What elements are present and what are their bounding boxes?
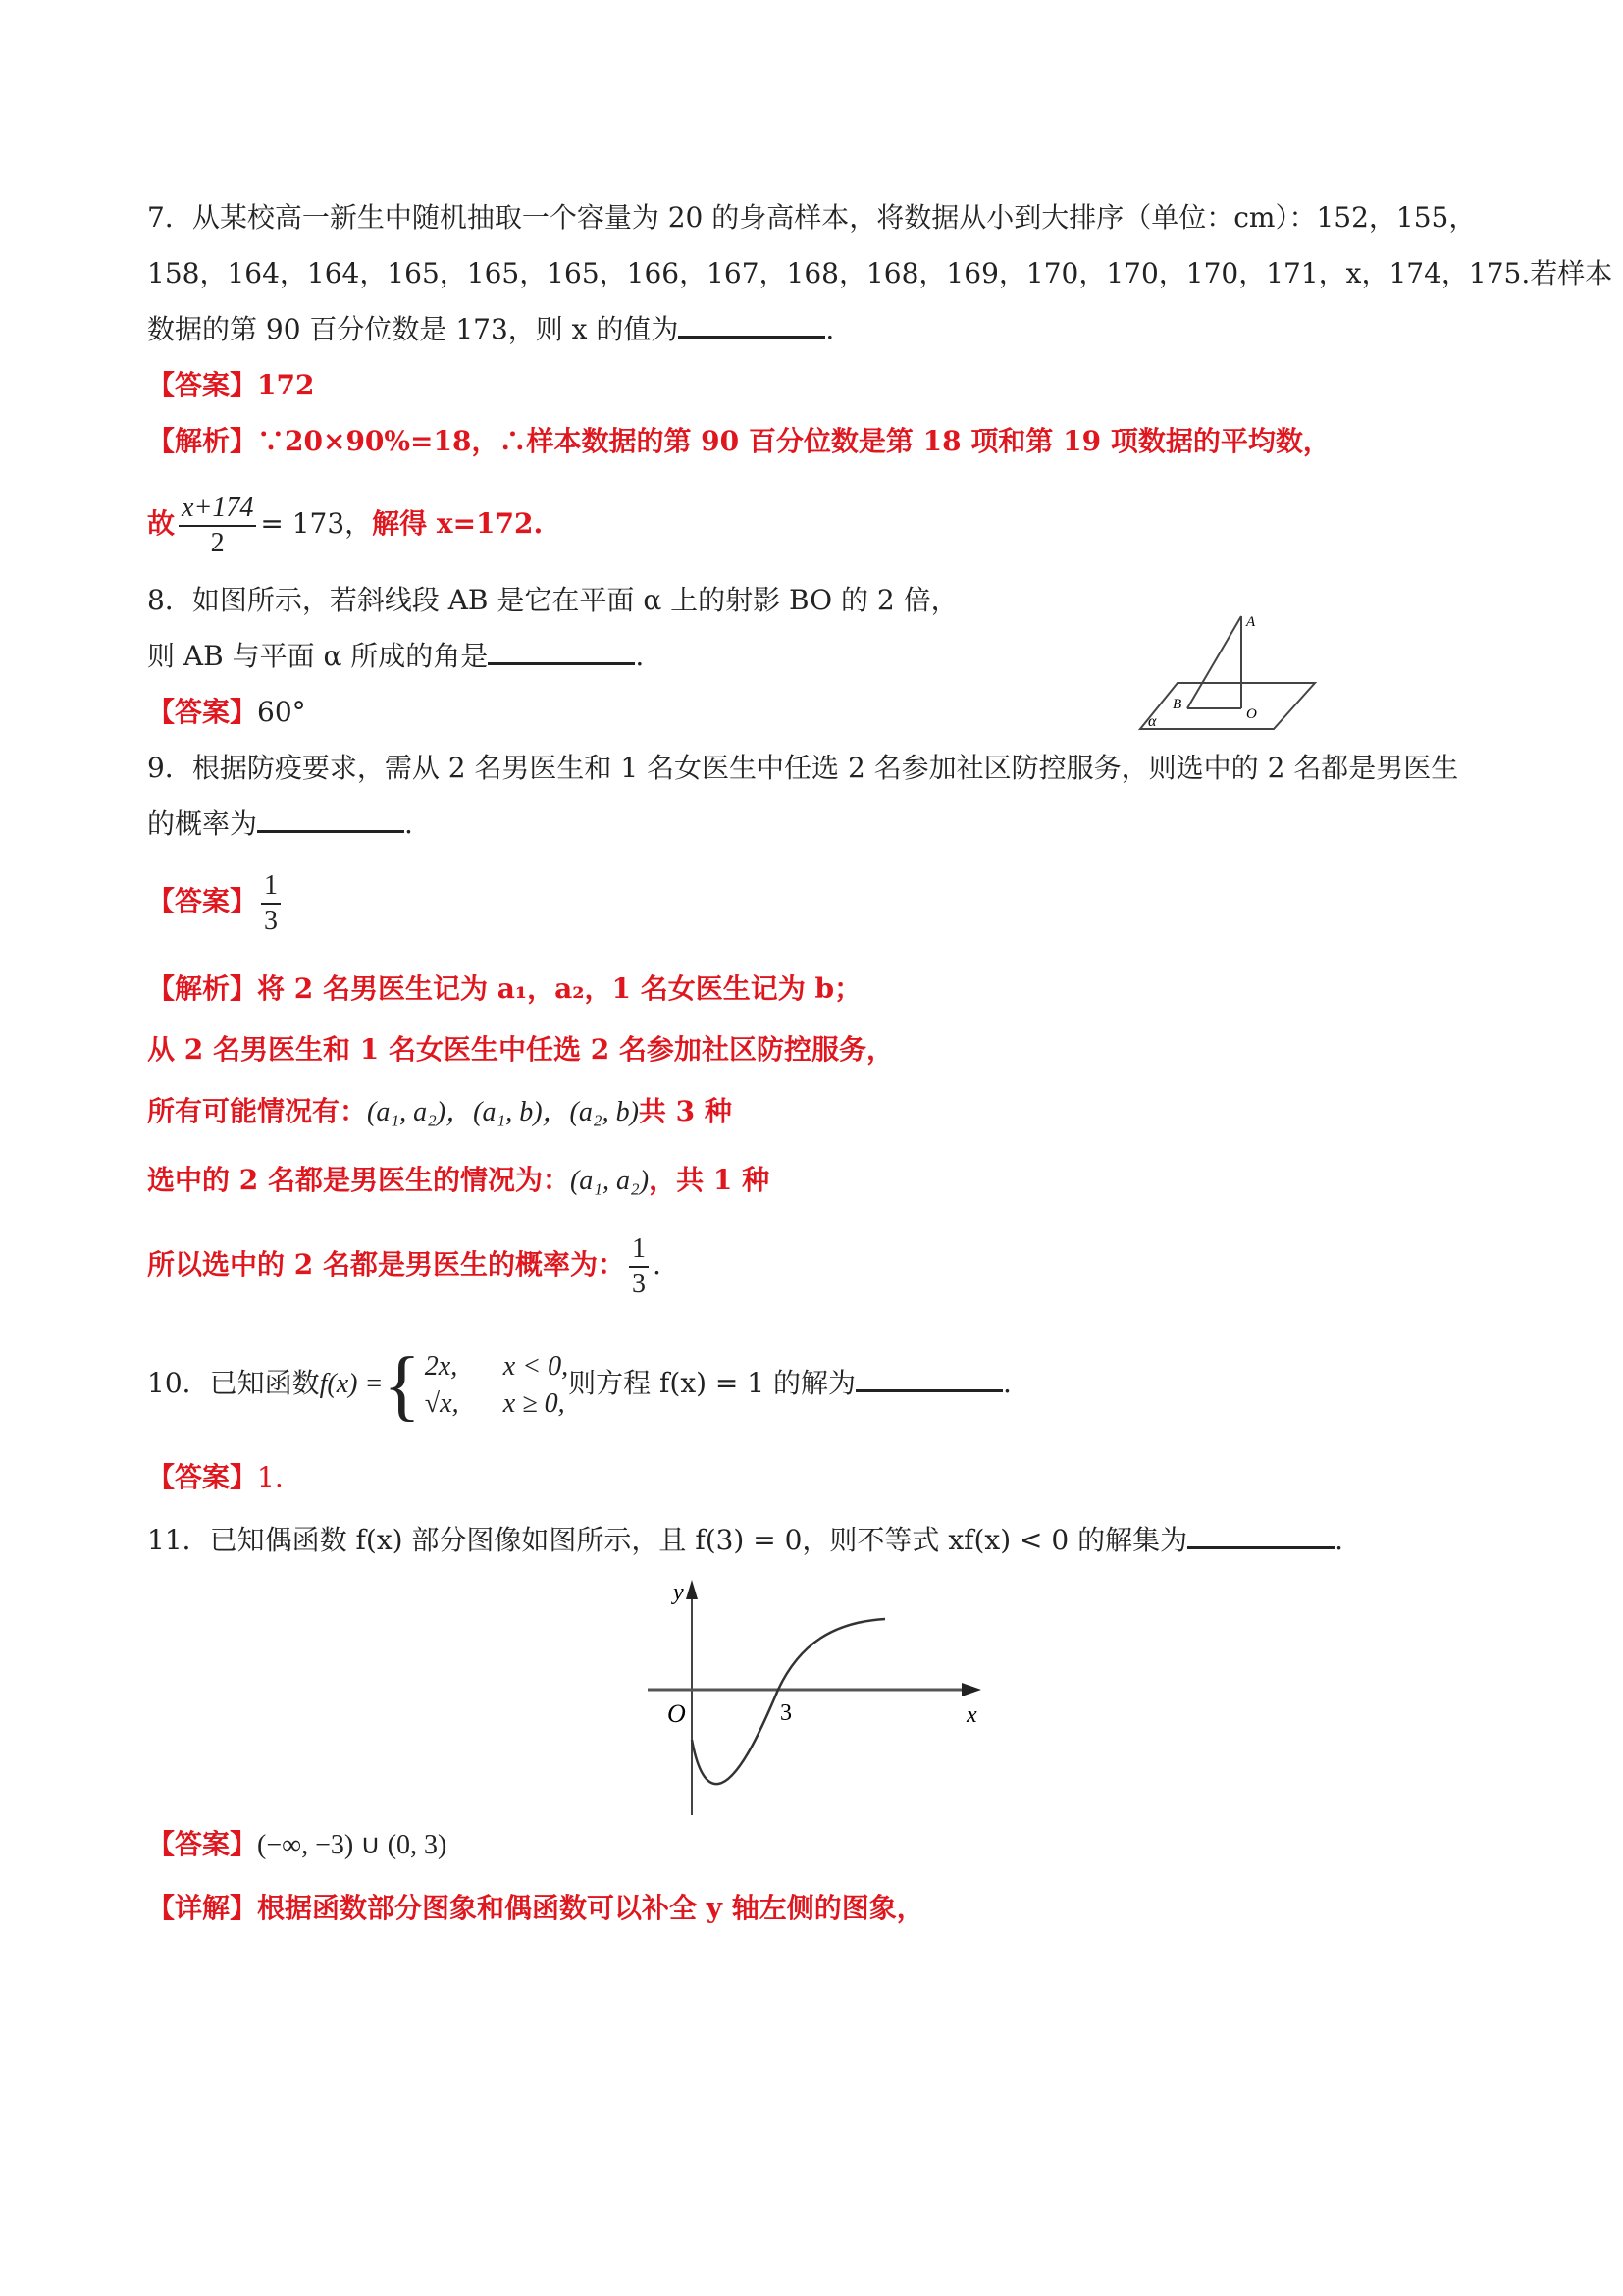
label-o: O: [1246, 706, 1257, 722]
analysis-math: (a₁, a₂)，(a₁, b)，(a₂, b): [367, 1097, 639, 1127]
q9-line1: 9．根据防疫要求，需从 2 名男医生和 1 名女医生中任选 2 名参加社区防控服务，则选中的 2 名都是男医生: [147, 752, 1459, 784]
denominator: 3: [631, 1268, 646, 1299]
tick-3: 3: [780, 1700, 792, 1726]
analysis-label: 【解析】: [147, 425, 258, 457]
q9-analysis1: [147, 969, 862, 1009]
x-arrow-icon: [962, 1683, 981, 1696]
answer-value: 60°: [257, 696, 306, 728]
answer-label: 【答案】: [147, 369, 258, 401]
label-a: A: [1246, 614, 1256, 630]
denominator: 3: [264, 905, 279, 936]
q11-answer: [147, 1825, 446, 1865]
x-label: x: [967, 1702, 977, 1728]
piecewise: { 2x, x < 0, √x, x ≥ 0,: [383, 1341, 569, 1429]
q7-line2: 158，164，164，165，165，165，166，167，168，168，169，170，170，170，171，x，174，175.若样本: [147, 257, 1613, 289]
case2-cond: x ≥ 0,: [502, 1387, 565, 1419]
answer-label: 【答案】: [147, 1461, 258, 1493]
q11-detail: [147, 1889, 924, 1928]
detail-label: 【详解】: [147, 1892, 258, 1924]
answer-blank: [678, 310, 825, 339]
q7-line3: 数据的第 90 百分位数是 173，则 x 的值为 .: [147, 310, 834, 349]
denominator: 2: [210, 527, 225, 558]
case2-expr: √x,: [424, 1387, 459, 1419]
q10-prefix: 10．已知函数: [147, 1367, 320, 1399]
q7-analysis: [147, 422, 1331, 461]
answer-blank: [257, 805, 404, 833]
q11-graph: [638, 1575, 991, 1820]
analysis-math: (a₁, a₂): [569, 1166, 650, 1196]
analysis-text: 所以选中的 2 名都是男医生的概率为：: [147, 1248, 625, 1280]
q7-answer: [147, 366, 314, 405]
q10-answer: [147, 1458, 284, 1497]
numerator: 1: [261, 869, 281, 905]
label-alpha: α: [1148, 713, 1157, 730]
q7-line3-text: 数据的第 90 百分位数是 173，则 x 的值为: [147, 313, 679, 345]
y-arrow-icon: [686, 1580, 698, 1599]
q8-figure: [1119, 599, 1325, 741]
q7-line1: 7．从某校高一新生中随机抽取一个容量为 20 的身高样本，将数据从小到大排序（单位：cm）：152，155，: [147, 201, 1477, 234]
analysis-text: 将 2 名男医生记为 a₁，a₂，1 名女医生记为 b；: [257, 972, 863, 1005]
case1-cond: x < 0,: [502, 1350, 569, 1382]
q9-line2: 的概率为 .: [147, 805, 413, 844]
label-b: B: [1173, 697, 1182, 712]
case1-expr: 2x,: [424, 1350, 458, 1382]
q8-answer: [147, 693, 306, 732]
q9-analysis2: 从 2 名男医生和 1 名女医生中任选 2 名参加社区防控服务，: [147, 1033, 894, 1066]
q11-line: 11．已知偶函数 f(x) 部分图像如图所示，且 f(3) = 0，则不等式 xf(x) < 0 的解集为 .: [147, 1521, 1343, 1560]
fraction: [179, 492, 256, 560]
answer-blank: [488, 637, 635, 665]
answer-value: 1.: [257, 1461, 284, 1493]
analysis-prefix: 故: [147, 507, 176, 540]
answer-label: 【答案】: [147, 696, 258, 728]
answer-value: 172: [257, 369, 315, 401]
q9-analysis5: 所以选中的 2 名都是男医生的概率为： $\frac{1}{3}$ .: [147, 1232, 661, 1299]
answer-value: (−∞, −3) ∪ (0, 3): [257, 1830, 447, 1860]
plane-alpha: [1140, 683, 1315, 729]
analysis-text: 所有可能情况有：: [147, 1095, 368, 1127]
q10-line: 10．已知函数f(x) = { 2x, x < 0, √x, x ≥ 0, 则方程 f(x) = 1 的解为 .: [147, 1341, 1012, 1429]
equation: = 173，: [260, 507, 373, 540]
analysis-text: 选中的 2 名都是男医生的情况为：: [147, 1164, 570, 1196]
detail-text: 根据函数部分图象和偶函数可以补全 y 轴左侧的图象，: [257, 1892, 924, 1924]
q9-analysis3: [147, 1092, 732, 1132]
q9-line2-text: 的概率为: [147, 808, 258, 840]
q9-analysis4: [147, 1161, 769, 1201]
q9-answer: [147, 868, 285, 938]
function-name: f(x) =: [319, 1369, 384, 1399]
fraction: [629, 1232, 649, 1301]
numerator: x+174: [179, 492, 256, 527]
analysis-suffix: ，共 1 种: [649, 1164, 770, 1196]
q8-line2-text: 则 AB 与平面 α 所成的角是: [147, 640, 489, 672]
q8-line2: 则 AB 与平面 α 所成的角是 .: [147, 637, 644, 676]
q11-text: 11．已知偶函数 f(x) 部分图像如图所示，且 f(3) = 0，则不等式 xf(x) < 0 的解集为: [147, 1524, 1188, 1556]
answer-label: 【答案】: [147, 1828, 258, 1860]
y-label: y: [673, 1580, 684, 1605]
analysis-suffix: 解得 x=172.: [372, 507, 544, 540]
q7-analysis2: [147, 491, 543, 560]
analysis-text: ∵20×90%=18，∴样本数据的第 90 百分位数是第 18 项和第 19 项数据的平均数，: [257, 425, 1331, 457]
numerator: 1: [629, 1232, 649, 1268]
segment-ab: [1187, 616, 1241, 708]
analysis-suffix: 共 3 种: [638, 1095, 732, 1127]
answer-blank: [856, 1364, 1003, 1392]
answer-blank: [1187, 1521, 1335, 1549]
q10-suffix: 则方程 f(x) = 1 的解为: [568, 1367, 857, 1399]
fraction: [261, 869, 281, 938]
answer-label: 【答案】: [147, 885, 258, 917]
q8-line1: 8．如图所示，若斜线段 AB 是它在平面 α 上的射影 BO 的 2 倍，: [147, 584, 959, 616]
analysis-label: 【解析】: [147, 972, 258, 1005]
origin-label: O: [667, 1699, 686, 1728]
